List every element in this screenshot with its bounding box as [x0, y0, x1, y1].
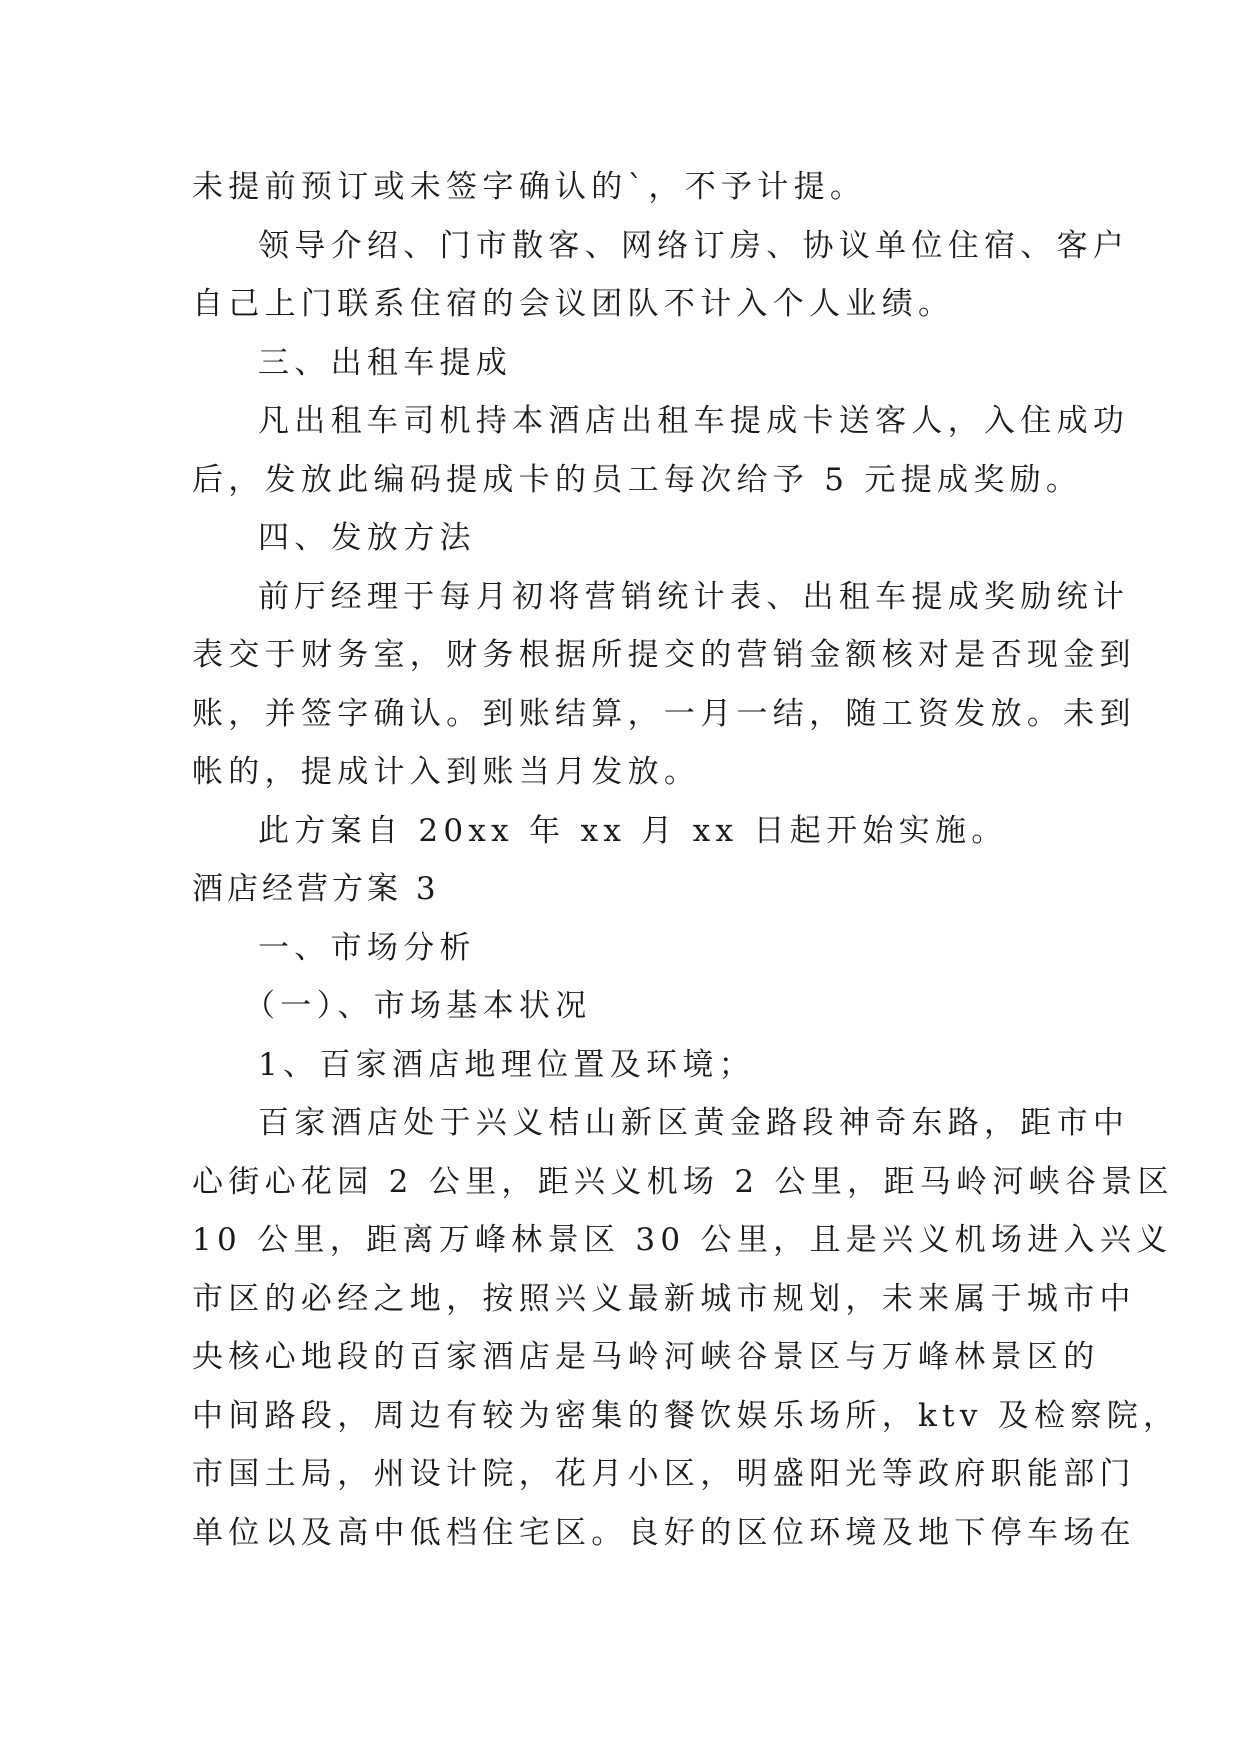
paragraph-line: 心街心花园 2 公里，距兴义机场 2 公里，距马岭河峡谷景区: [192, 1163, 1174, 1200]
paragraph-line: 凡出租车司机持本酒店出租车提成卡送客人，入住成功: [258, 403, 1130, 439]
document-title: 酒店经营方案 3: [192, 871, 440, 907]
paragraph-line: 市国土局，州设计院，花月小区，明盛阳光等政府职能部门: [192, 1456, 1136, 1492]
paragraph-line: 账，并签字确认。到账结算，一月一结，随工资发放。未到: [192, 695, 1136, 732]
section-heading: 一、市场分析: [258, 929, 476, 966]
document-body: [192, 158, 1180, 1562]
paragraph-line: 表交于财务室，财务根据所提交的营销金额核对是否现金到: [192, 637, 1136, 673]
paragraph-line: 帐的，提成计入到账当月发放。: [192, 754, 701, 790]
paragraph-line: 自己上门联系住宿的会议团队不计入个人业绩。: [192, 286, 955, 322]
paragraph-line: 后，发放此编码提成卡的员工每次给予 5 元提成奖励。: [192, 461, 1083, 498]
subsection-heading: 1、百家酒店地理位置及环境；: [258, 1046, 755, 1083]
paragraph-line: 百家酒店处于兴义桔山新区黄金路段神奇东路，距市中: [258, 1105, 1130, 1141]
paragraph-line: 前厅经理于每月初将营销统计表、出租车提成奖励统计: [258, 578, 1130, 615]
paragraph-line: 此方案自 20xx 年 xx 月 xx 日起开始实施。: [258, 812, 1008, 849]
paragraph-line: 单位以及高中低档住宅区。良好的区位环境及地下停车场在: [192, 1514, 1136, 1551]
paragraph-line: 未提前预订或未签字确认的`，不予计提。: [192, 169, 867, 205]
paragraph-line: 中间路段，周边有较为密集的餐饮娱乐场所，ktv 及检察院，: [192, 1397, 1180, 1434]
paragraph-line: 央核心地段的百家酒店是马岭河峡谷景区与万峰林景区的: [192, 1339, 1100, 1375]
section-heading: 四、发放方法: [258, 520, 476, 556]
paragraph-line: 10 公里，距离万峰林景区 30 公里，且是兴义机场进入兴义: [192, 1222, 1173, 1258]
section-heading: 三、出租车提成: [258, 344, 513, 381]
subsection-heading: （一）、市场基本状况: [244, 988, 592, 1024]
paragraph-line: 领导介绍、门市散客、网络订房、协议单位住宿、客户: [258, 227, 1130, 264]
paragraph-line: 市区的必经之地，按照兴义最新城市规划，未来属于城市中: [192, 1280, 1136, 1317]
